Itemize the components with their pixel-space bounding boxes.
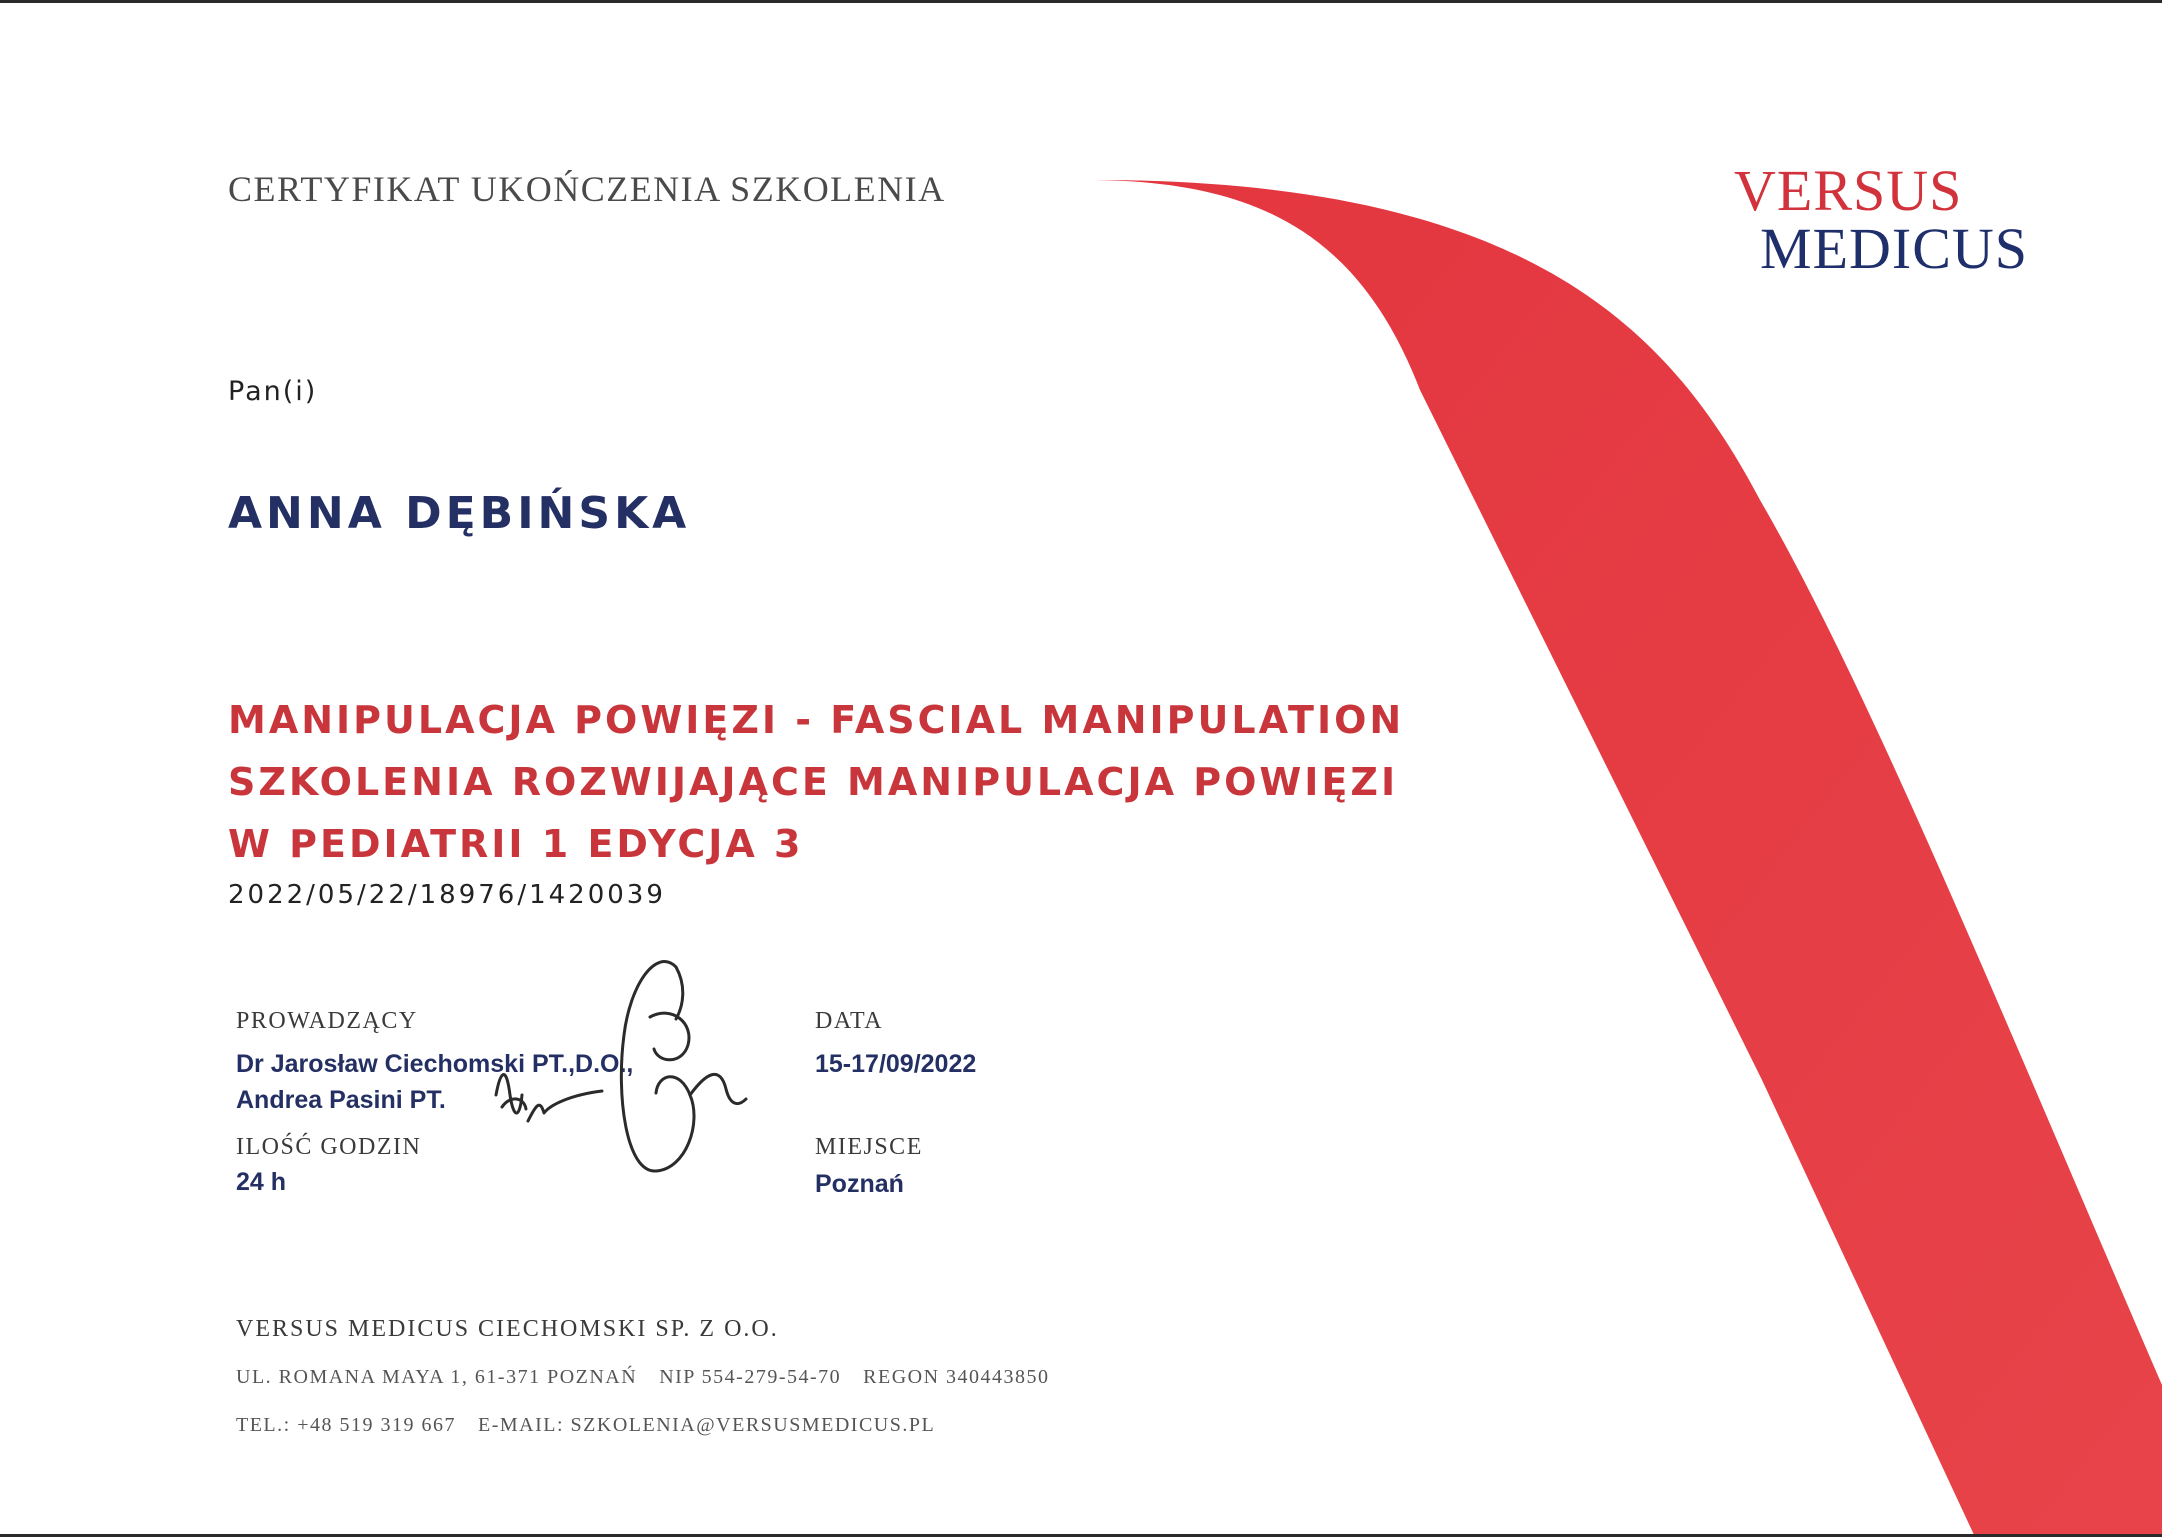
brand-logo-medicus: MEDICUS: [1760, 216, 2029, 281]
certificate-number: 2022/05/22/18976/1420039: [228, 880, 666, 910]
course-title-line-2: SZKOLENIA ROZWIJAJĄCE MANIPULACJA POWIĘZI: [228, 760, 1399, 804]
date-label: DATA: [815, 1008, 884, 1034]
course-title-line-1: MANIPULACJA POWIĘZI - FASCIAL MANIPULATION: [228, 698, 1405, 742]
hours-value: 24 h: [236, 1168, 287, 1196]
company-phone: TEL.: +48 519 319 667: [236, 1414, 456, 1436]
place-value: Poznań: [815, 1170, 904, 1198]
trainer-name-1: Dr Jarosław Ciechomski PT.,D.O.,: [236, 1050, 634, 1078]
handwritten-signature: [480, 945, 760, 1185]
company-address-line: [236, 1366, 1050, 1389]
recipient-name: ANNA DĘBIŃSKA: [228, 488, 691, 539]
hours-label: ILOŚĆ GODZIN: [236, 1134, 422, 1160]
company-email: E-MAIL: SZKOLENIA@VERSUSMEDICUS.PL: [478, 1414, 936, 1436]
course-title-line-3: W PEDIATRII 1 EDYCJA 3: [228, 822, 804, 866]
trainer-name-2: Andrea Pasini PT.: [236, 1086, 446, 1114]
certificate-title: CERTYFIKAT UKOŃCZENIA SZKOLENIA: [228, 169, 946, 209]
trainer-label: PROWADZĄCY: [236, 1008, 418, 1034]
place-label: MIEJSCE: [815, 1134, 923, 1160]
brand-logo-versus: VERSUS: [1734, 158, 1963, 223]
company-contact-line: [236, 1414, 935, 1437]
salutation: Pan(i): [228, 376, 318, 407]
company-nip: NIP 554-279-54-70: [659, 1366, 842, 1388]
date-value: 15-17/09/2022: [815, 1050, 977, 1078]
company-regon: REGON 340443850: [863, 1366, 1050, 1388]
company-address: UL. ROMANA MAYA 1, 61-371 POZNAŃ: [236, 1366, 638, 1388]
company-name: VERSUS MEDICUS CIECHOMSKI SP. Z O.O.: [236, 1316, 779, 1342]
